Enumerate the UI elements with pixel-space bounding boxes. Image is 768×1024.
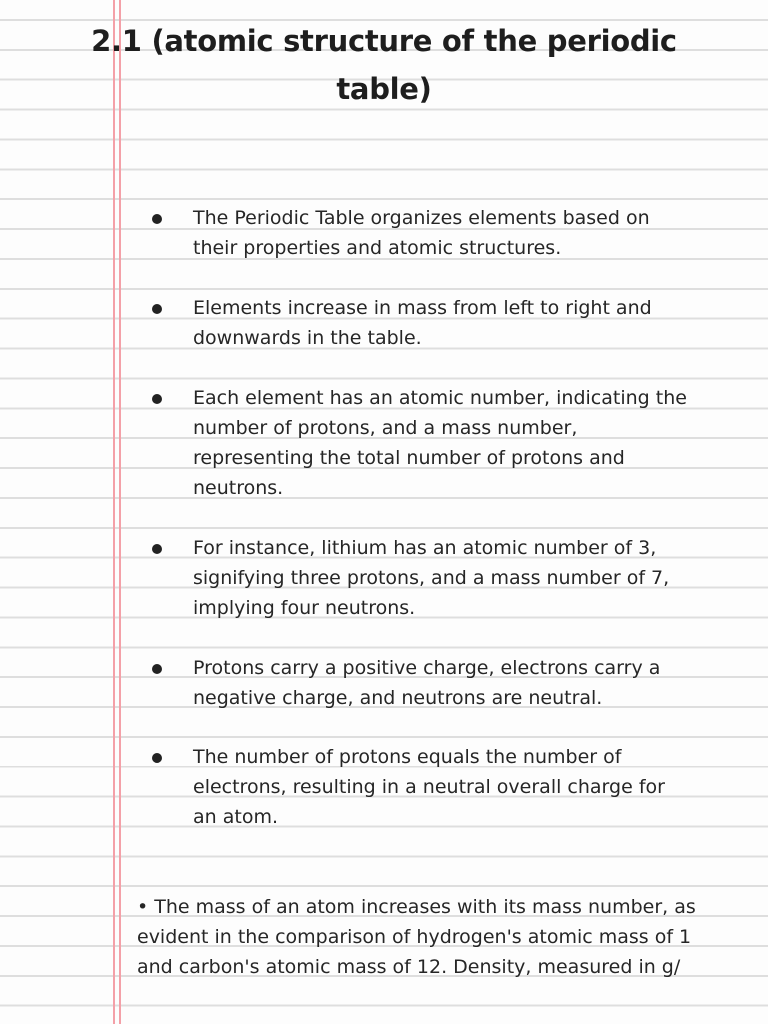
bullet-icon bbox=[152, 753, 162, 763]
bullet-text-line: The number of protons equals the number of bbox=[193, 746, 622, 768]
bullet-text-line: electrons, resulting in a neutral overall charge for bbox=[193, 776, 665, 798]
bullet-text-line: negative charge, and neutrons are neutral. bbox=[193, 687, 603, 709]
bullet-icon bbox=[152, 544, 162, 554]
bullet-text-line: implying four neutrons. bbox=[193, 597, 416, 619]
page-title-cont: table) bbox=[336, 72, 432, 106]
bullet-text-line: signifying three protons, and a mass number of 7, bbox=[193, 567, 670, 589]
bullet-text-line: Elements increase in mass from left to right and bbox=[193, 297, 652, 319]
bullet-text-line: downwards in the table. bbox=[193, 327, 422, 349]
bullet-text-line: neutrons. bbox=[193, 477, 284, 499]
paragraph-line: and carbon's atomic mass of 12. Density, measured in g/ bbox=[137, 956, 681, 978]
margin-line-right bbox=[119, 0, 121, 1024]
bullet-icon bbox=[152, 304, 162, 314]
bullet-text-line: their properties and atomic structures. bbox=[193, 237, 562, 259]
bullet-text-line: Each element has an atomic number, indicating the bbox=[193, 387, 687, 409]
bullet-text-line: representing the total number of protons and bbox=[193, 447, 625, 469]
bullet-icon bbox=[152, 394, 162, 404]
page-title: 2.1 (atomic structure of the periodic bbox=[91, 24, 677, 58]
margin-line-left bbox=[113, 0, 115, 1024]
paragraph-line: evident in the comparison of hydrogen's atomic mass of 1 bbox=[137, 926, 692, 948]
bullet-text-line: an atom. bbox=[193, 806, 278, 828]
paragraph-line: • The mass of an atom increases with its mass number, as bbox=[137, 896, 696, 918]
bullet-text-line: For instance, lithium has an atomic number of 3, bbox=[193, 537, 657, 559]
bullet-icon bbox=[152, 214, 162, 224]
bullet-icon bbox=[152, 664, 162, 674]
bullet-text-line: The Periodic Table organizes elements based on bbox=[193, 207, 650, 229]
bullet-text-line: number of protons, and a mass number, bbox=[193, 417, 578, 439]
bullet-text-line: Protons carry a positive charge, electrons carry a bbox=[193, 657, 661, 679]
